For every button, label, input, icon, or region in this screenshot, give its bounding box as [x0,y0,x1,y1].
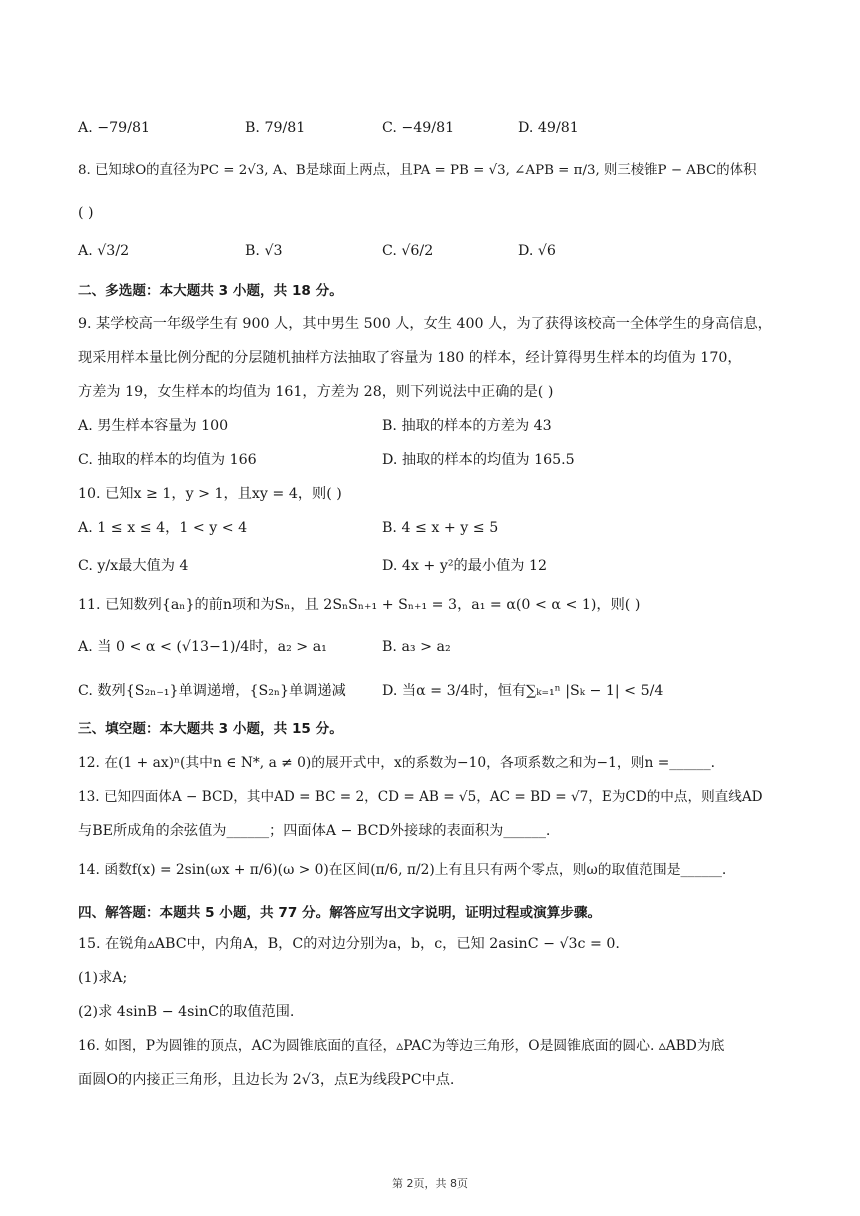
page-footer: 第 2页，共 8页 [392,1177,468,1190]
section-heading-solutions: 四、解答题：本题共 5 小题，共 77 分。解答应写出文字说明，证明过程或演算步骤。 [78,905,602,921]
q7-option-d: D. 49/81 [518,120,579,136]
q7-option-c: C. −49/81 [382,120,455,136]
q11-option-d: D. 当α = 3/4时，恒有∑ₖ₌₁ⁿ |Sₖ − 1| < 5/4 [382,683,664,699]
q7-option-a: A. −79/81 [78,120,151,136]
q11-option-a: A. 当 0 < α < (√13−1)/4时，a₂ > a₁ [78,639,327,655]
q8-option-d: D. √6 [518,243,556,259]
q9-option-b: B. 抽取的样本的方差为 43 [382,418,552,434]
q10-option-c: C. y/x最大值为 4 [78,558,189,574]
section-heading-multiple-choice: 二、多选题：本大题共 3 小题，共 18 分。 [78,283,343,299]
q10-option-d: D. 4x + y²的最小值为 12 [382,558,548,574]
q10-option-a: A. 1 ≤ x ≤ 4，1 < y < 4 [78,520,248,536]
q9-line-3: 方差为 19，女生样本的均值为 161，方差为 28，则下列说法中正确的是( ) [78,384,554,400]
q14-text: 14. 函数f(x) = 2sin(ωx + π/6)(ω > 0)在区间(π/6, π/2)上有且只有两个零点，则ω的取值范围是______. [78,862,727,878]
q15-stem: 15. 在锐角▵ABC中，内角A，B，C的对边分别为a，b，c，已知 2asinC − √3c = 0. [78,936,620,952]
q9-option-a: A. 男生样本容量为 100 [78,418,229,434]
q10-stem: 10. 已知x ≥ 1，y > 1，且xy = 4，则( ) [78,486,342,502]
q8-stem: 8. 已知球O的直径为PC = 2√3, A、B是球面上两点，且PA = PB = √3, ∠APB = π/3, 则三棱锥P − ABC的体积 [78,163,757,178]
q7-option-b: B. 79/81 [245,120,306,136]
q13-line-2: 与BE所成角的余弦值为______；四面体A − BCD外接球的表面积为______. [78,823,551,839]
q8-option-a: A. √3/2 [78,243,130,259]
q11-stem: 11. 已知数列{aₙ}的前n项和为Sₙ，且 2SₙSₙ₊₁ + Sₙ₊₁ = 3，a₁ = α(0 < α < 1)，则( ) [78,597,641,613]
q16-line-2: 面圆O的内接正三角形，且边长为 2√3，点E为线段PC中点. [78,1072,455,1088]
section-heading-fill-in: 三、填空题：本大题共 3 小题，共 15 分。 [78,721,343,737]
q12-text: 12. 在(1 + ax)ⁿ(其中n ∈ N*, a ≠ 0)的展开式中，x的系数为−10，各项系数之和为−1，则n =______. [78,755,716,771]
q15-part-1: (1)求A; [78,970,128,986]
q13-line-1: 13. 已知四面体A − BCD，其中AD = BC = 2，CD = AB = √5，AC = BD = √7，E为CD的中点，则直线AD [78,789,763,805]
q15-part-2: (2)求 4sinB − 4sinC的取值范围. [78,1004,295,1020]
q8-option-c: C. √6/2 [382,243,434,259]
q11-option-c: C. 数列{S₂ₙ₋₁}单调递增，{S₂ₙ}单调递减 [78,683,346,699]
q9-option-d: D. 抽取的样本的均值为 165.5 [382,452,575,468]
q10-option-b: B. 4 ≤ x + y ≤ 5 [382,520,499,536]
q8-option-b: B. √3 [245,243,283,259]
q9-line-2: 现采用样本量比例分配的分层随机抽样方法抽取了容量为 180 的样本，经计算得男生样本的均值为 170， [78,350,742,366]
q16-line-1: 16. 如图，P为圆锥的顶点，AC为圆锥底面的直径，▵PAC为等边三角形，O是圆锥底面的圆心. ▵ABD为底 [78,1038,725,1054]
q9-option-c: C. 抽取的样本的均值为 166 [78,452,257,468]
q9-line-1: 9. 某学校高一年级学生有 900 人，其中男生 500 人，女生 400 人，为了获得该校高一全体学生的身高信息， [78,316,772,332]
q11-option-b: B. a₃ > a₂ [382,639,451,655]
q8-bracket: ( ) [78,205,94,221]
